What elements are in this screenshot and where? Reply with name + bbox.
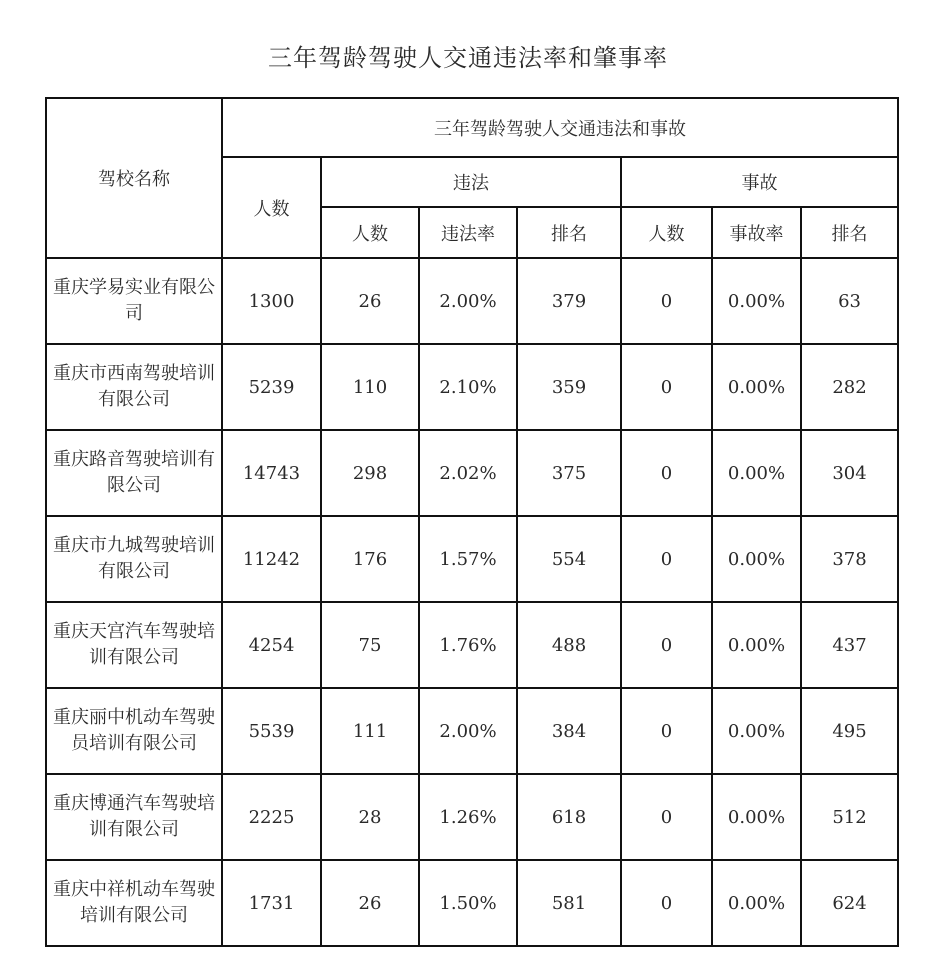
- cell-violation-rank: 379: [517, 258, 621, 344]
- cell-accident-rate: 0.00%: [712, 774, 801, 860]
- cell-violation-rate: 2.00%: [419, 688, 517, 774]
- cell-violation-count: 26: [321, 258, 419, 344]
- header-violation-rate: 违法率: [419, 207, 517, 258]
- cell-accident-rate: 0.00%: [712, 258, 801, 344]
- cell-violation-rate: 2.10%: [419, 344, 517, 430]
- cell-violation-rate: 2.02%: [419, 430, 517, 516]
- header-accident-count: 人数: [621, 207, 712, 258]
- cell-accident-count: 0: [621, 774, 712, 860]
- table-row: [46, 430, 898, 516]
- table-row: [46, 860, 898, 946]
- cell-school-name: 重庆市西南驾驶培训有限公司: [46, 344, 222, 430]
- cell-school-name: 重庆路音驾驶培训有限公司: [46, 430, 222, 516]
- cell-accident-rate: 0.00%: [712, 602, 801, 688]
- header-accident-group: 事故: [621, 157, 898, 207]
- cell-violation-rate: 1.50%: [419, 860, 517, 946]
- cell-violation-count: 111: [321, 688, 419, 774]
- header-violation-count: 人数: [321, 207, 419, 258]
- cell-accident-rate: 0.00%: [712, 688, 801, 774]
- driving-school-stats-table: [45, 97, 899, 947]
- cell-school-name: 重庆天宫汽车驾驶培训有限公司: [46, 602, 222, 688]
- table-row: [46, 688, 898, 774]
- cell-accident-rank: 378: [801, 516, 898, 602]
- cell-violation-rate: 1.26%: [419, 774, 517, 860]
- cell-accident-count: 0: [621, 602, 712, 688]
- cell-accident-rank: 304: [801, 430, 898, 516]
- cell-total: 2225: [222, 774, 321, 860]
- cell-violation-rate: 1.57%: [419, 516, 517, 602]
- document-title: 三年驾龄驾驶人交通违法率和肇事率: [268, 44, 668, 72]
- cell-total: 5239: [222, 344, 321, 430]
- cell-accident-rate: 0.00%: [712, 344, 801, 430]
- cell-violation-rank: 581: [517, 860, 621, 946]
- table-row: [46, 516, 898, 602]
- cell-school-name: 重庆学易实业有限公司: [46, 258, 222, 344]
- cell-accident-count: 0: [621, 860, 712, 946]
- cell-violation-rank: 375: [517, 430, 621, 516]
- cell-school-name: 重庆丽中机动车驾驶员培训有限公司: [46, 688, 222, 774]
- header-group-title: 三年驾龄驾驶人交通违法和事故: [222, 98, 898, 157]
- cell-accident-rank: 63: [801, 258, 898, 344]
- cell-accident-rank: 282: [801, 344, 898, 430]
- cell-school-name: 重庆市九城驾驶培训有限公司: [46, 516, 222, 602]
- cell-total: 1300: [222, 258, 321, 344]
- cell-accident-rate: 0.00%: [712, 516, 801, 602]
- cell-violation-count: 28: [321, 774, 419, 860]
- header-total-count: 人数: [222, 157, 321, 258]
- cell-school-name: 重庆博通汽车驾驶培训有限公司: [46, 774, 222, 860]
- table-row: [46, 344, 898, 430]
- table-row: [46, 774, 898, 860]
- cell-violation-count: 26: [321, 860, 419, 946]
- header-school-name: 驾校名称: [46, 98, 222, 258]
- table-row: [46, 258, 898, 344]
- header-violation-rank: 排名: [517, 207, 621, 258]
- header-violation-group: 违法: [321, 157, 621, 207]
- cell-accident-rank: 512: [801, 774, 898, 860]
- cell-violation-count: 75: [321, 602, 419, 688]
- cell-accident-rank: 495: [801, 688, 898, 774]
- cell-violation-count: 110: [321, 344, 419, 430]
- header-accident-rank: 排名: [801, 207, 898, 258]
- cell-accident-count: 0: [621, 258, 712, 344]
- cell-violation-rank: 384: [517, 688, 621, 774]
- cell-violation-rank: 618: [517, 774, 621, 860]
- cell-violation-rank: 554: [517, 516, 621, 602]
- cell-total: 4254: [222, 602, 321, 688]
- cell-violation-rank: 488: [517, 602, 621, 688]
- cell-accident-rank: 624: [801, 860, 898, 946]
- cell-accident-rank: 437: [801, 602, 898, 688]
- cell-violation-rate: 1.76%: [419, 602, 517, 688]
- header-accident-rate: 事故率: [712, 207, 801, 258]
- cell-total: 14743: [222, 430, 321, 516]
- cell-accident-count: 0: [621, 516, 712, 602]
- cell-total: 1731: [222, 860, 321, 946]
- cell-accident-rate: 0.00%: [712, 860, 801, 946]
- cell-accident-count: 0: [621, 344, 712, 430]
- cell-violation-rate: 2.00%: [419, 258, 517, 344]
- cell-violation-count: 298: [321, 430, 419, 516]
- cell-school-name: 重庆中祥机动车驾驶培训有限公司: [46, 860, 222, 946]
- cell-accident-count: 0: [621, 688, 712, 774]
- cell-violation-rank: 359: [517, 344, 621, 430]
- cell-violation-count: 176: [321, 516, 419, 602]
- cell-accident-count: 0: [621, 430, 712, 516]
- cell-accident-rate: 0.00%: [712, 430, 801, 516]
- cell-total: 5539: [222, 688, 321, 774]
- table-row: [46, 602, 898, 688]
- cell-total: 11242: [222, 516, 321, 602]
